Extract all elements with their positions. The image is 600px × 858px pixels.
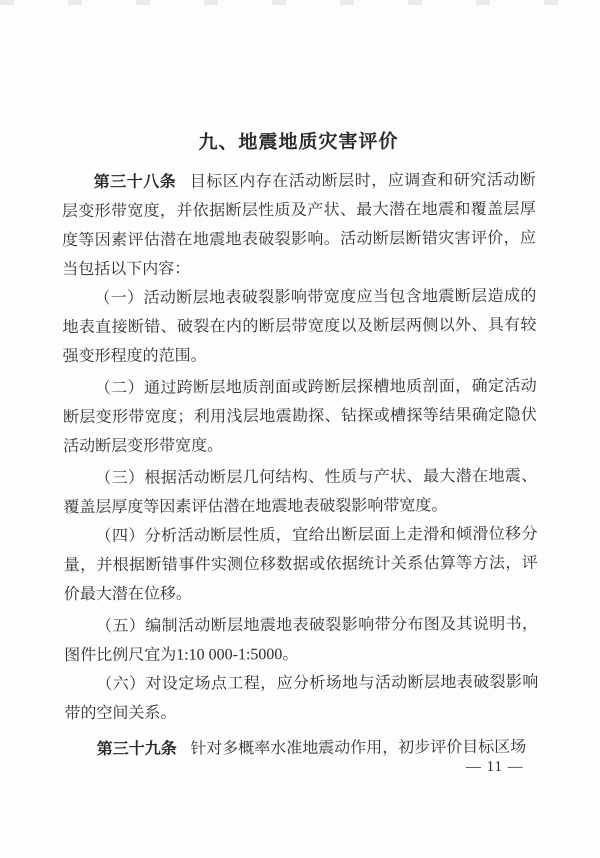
paragraph-article-38 <box>62 166 537 284</box>
section-title: 九、地震地质灾害评价 <box>198 131 399 154</box>
paragraph-item-6 <box>64 668 538 728</box>
paragraph-text: （二）通过跨断层地质剖面或跨断层探槽地质剖面，确定活动断层变形带宽度；利用浅层地震勘探、钻探或槽探等结果确定隐伏活动断层变形带宽度。 <box>62 377 537 456</box>
paragraph-item-2 <box>63 372 537 461</box>
paragraph-item-5 <box>64 610 538 670</box>
paragraph-text: （六）对设定场点工程，应分析场地与活动断层地表破裂影响带的空间关系。 <box>64 673 539 723</box>
paragraph-text: （一）活动断层地表破裂影响带宽度应当包含地震断层造成的地表直接断错、破裂在内的断层带宽度以及断层两侧以外、具有较强变形程度的范围。 <box>62 287 537 366</box>
article-number-bold: 第三十八条 <box>93 173 177 192</box>
paragraph-text: （四）分析活动断层性质，宜给出断层面上走滑和倾滑位移分量，并根据断错事件实测位移数据或依据统计关系估算等方法，评价最大潜在位移。 <box>63 525 538 604</box>
paragraph-item-4 <box>63 520 537 609</box>
paragraph-text: 针对多概率水准地震动作用，初步评价目标区场 <box>190 738 527 758</box>
paragraph-text: （三）根据活动断层几何结构、性质与产状、最大潜在地震、覆盖层厚度等因素评估潜在地震地表破裂影响带宽度。 <box>63 467 538 517</box>
page-number: — 11 — <box>465 758 524 776</box>
paragraph-text: （五）编制活动断层地震地表破裂影响带分布图及其说明书，图件比例尺宜为1:10 000-1:5000。 <box>64 615 539 665</box>
document-body <box>61 130 538 764</box>
paragraph-text: 目标区内存在活动断层时，应调查和研究活动断层变形带宽度，并依据断层性质及产状、最大潜在地震和覆盖层厚度等因素评估潜在地震地表破裂影响。活动断层断错灾害评价，应当包括以下内容： <box>61 171 537 279</box>
paragraph-item-1 <box>62 282 536 371</box>
article-number-bold: 第三十九条 <box>96 740 177 759</box>
paragraph-item-3 <box>63 462 537 522</box>
